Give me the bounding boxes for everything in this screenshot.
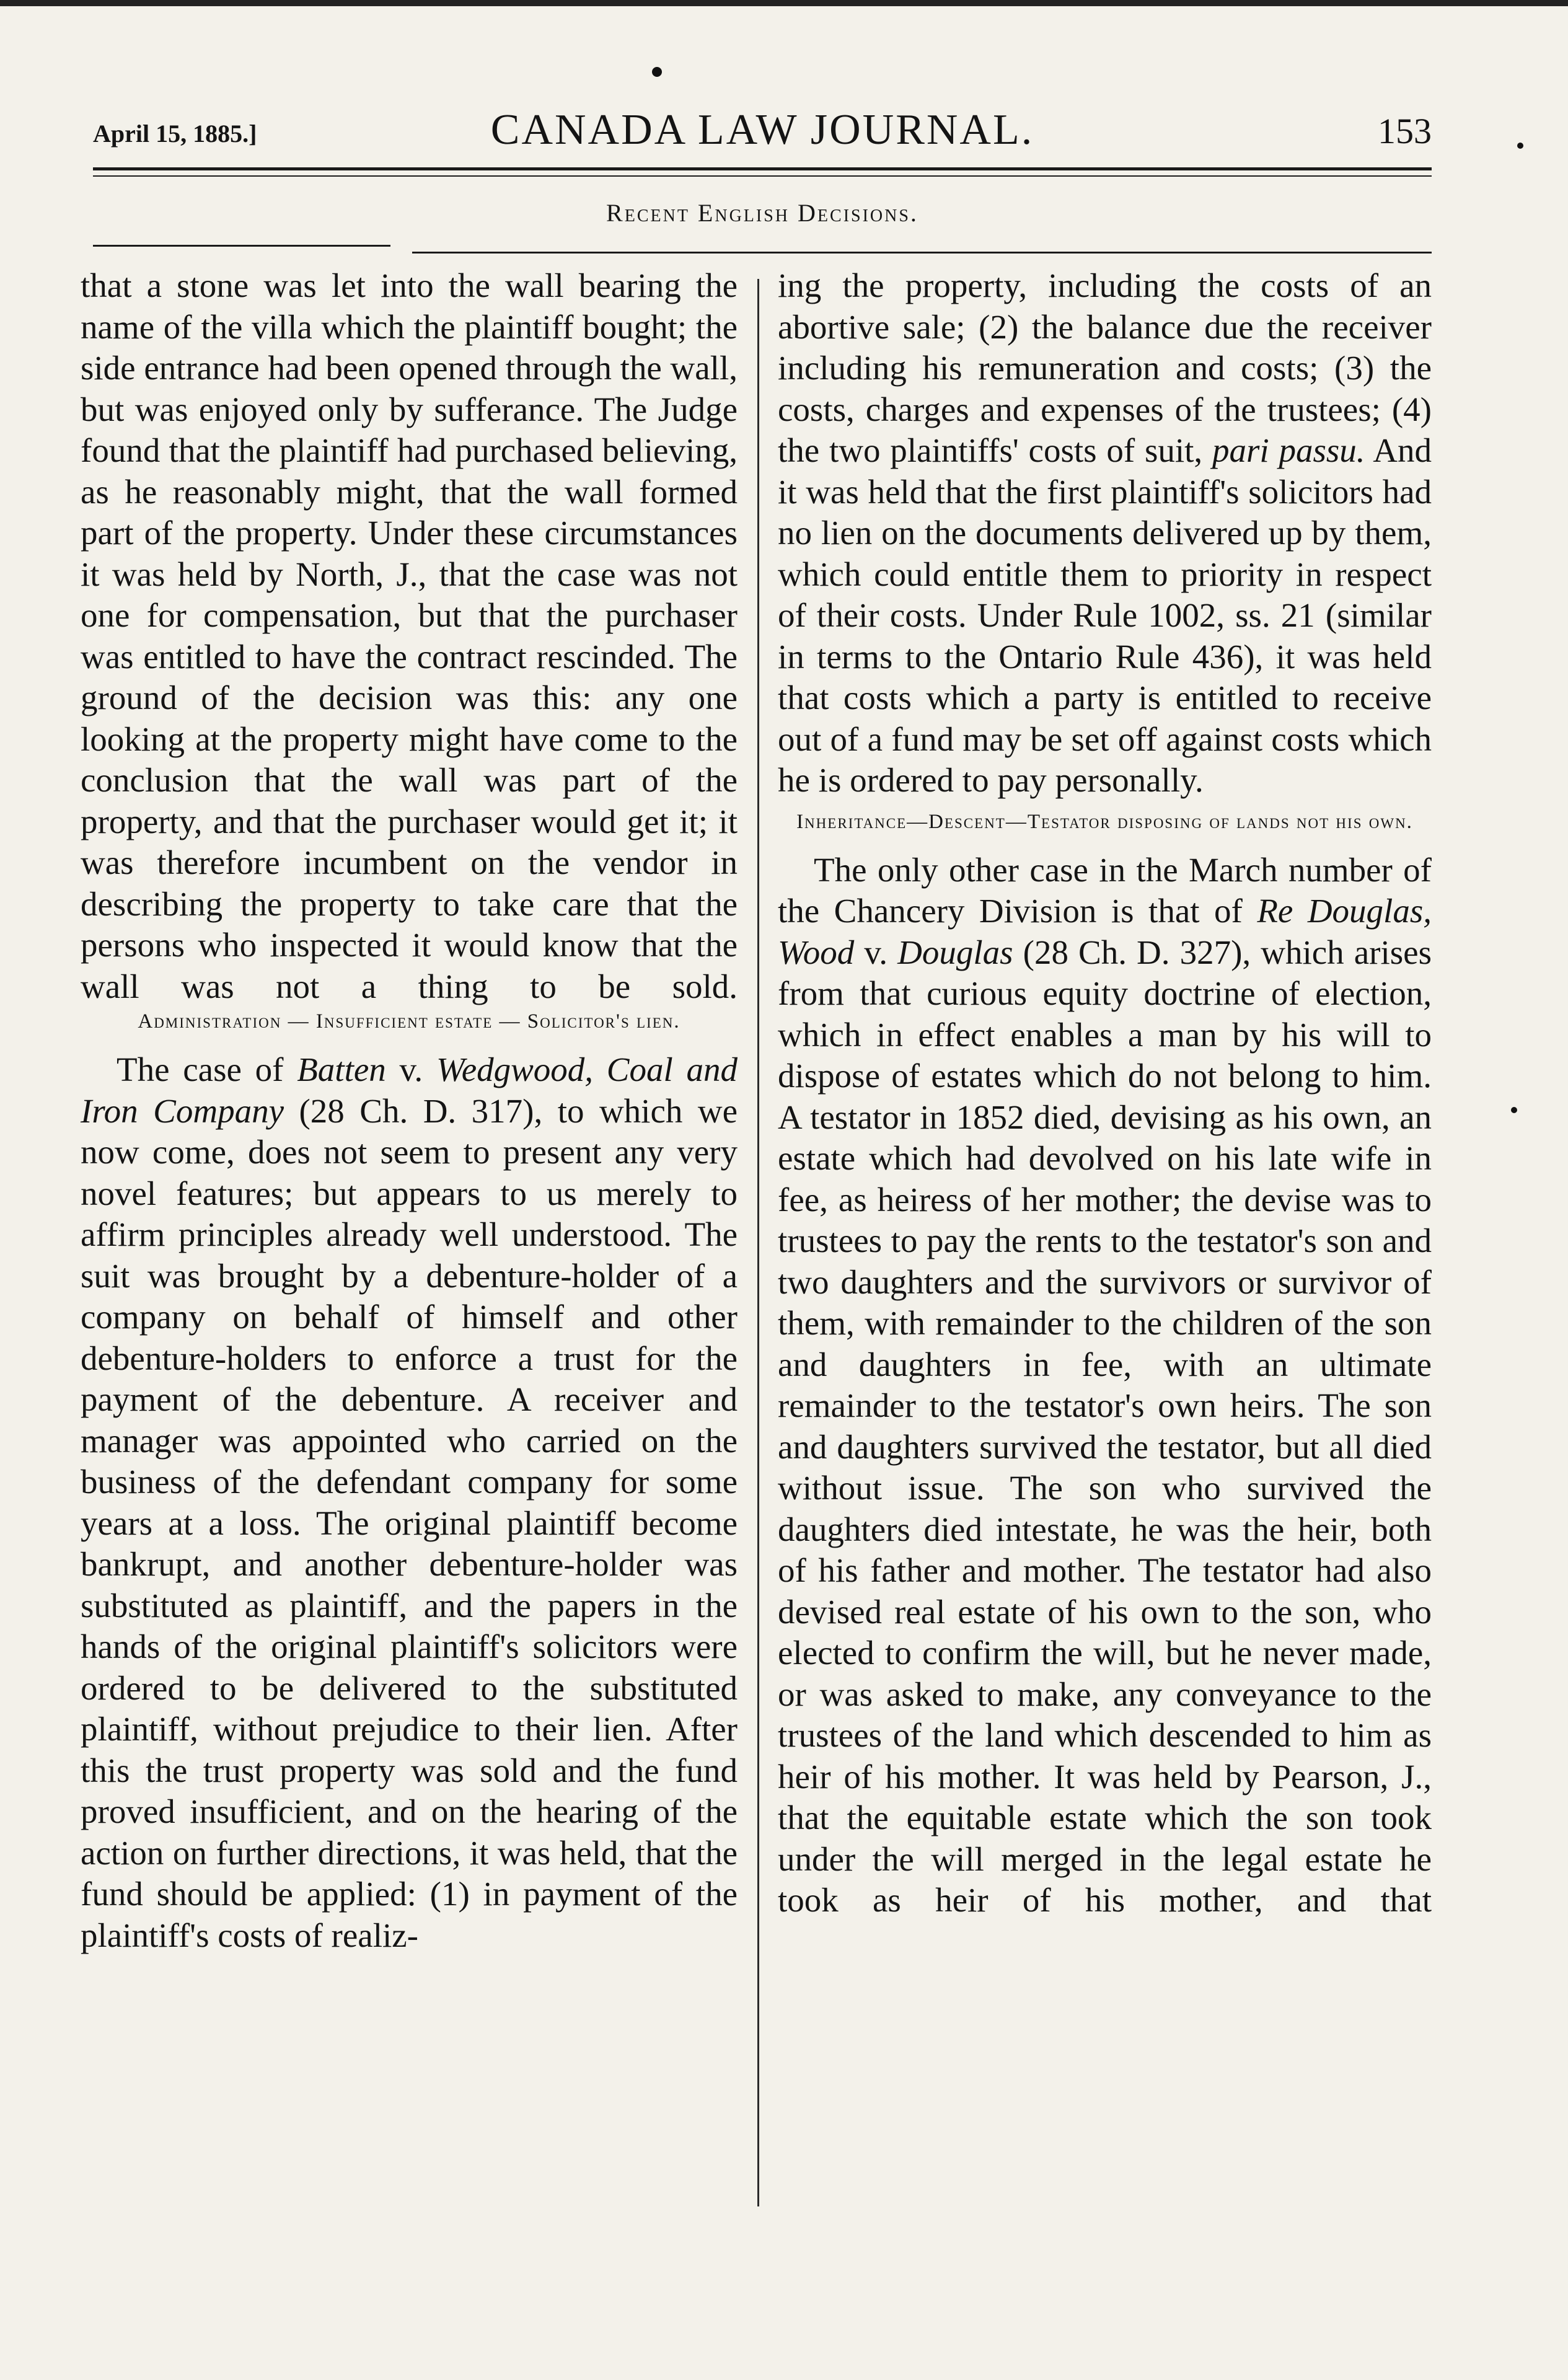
issue-date: April 15, 1885.] [93,120,257,148]
header-rule-thin [93,175,1432,177]
print-speck [1517,143,1523,149]
print-speck [1511,1107,1517,1113]
case-name: Wedgwood, Coal and Iron Company [81,1051,738,1130]
left-column [81,265,738,1956]
header-rule [93,167,1432,170]
case-name: Re Douglas, Wood [778,892,1432,971]
paragraph: that a stone was let into the wall bearing the name of the villa which the plaintiff bought; the side entrance had been opened through the wall, but was enjoyed only by sufferance. The Judge found that the plaintiff had purchased believing, as he reasonably might, that the wall formed part of the property. Under these circumstances it was held by North, J., that the case was not one for compensation, but that the purchaser was entitled to have the contract rescinded. The ground of the decision was this: any one looking at the property might have come to the conclusion that the wall was part of the property, and that the purchaser would get it; it was therefore incumbent on the vendor in describing the property to take care that the persons who inspected it would know that the wall was not a thing to be sold. [81,267,738,1005]
subheading-administration: Administration — Insufficient estate — Solicitor's lien. [138,1010,680,1033]
paragraph: The only other case in the March number of the Chancery Division is that of Re Douglas, Wood v. Douglas (28 Ch. D. 327), which arises from that curious equity doctrine of election, which in effect enables a man by his will to dispose of estates which do not belong to him. A testator in 1852 died, devising as his own, an estate which had devolved on his late wife in fee, as heiress of her mother; the devise was to trustees to pay the rents to the testator's son and two daughters and the survivors or survivor of them, with remainder to the children of the son and daughters in fee, with an ultimate remainder to the testator's own heirs. The son and daughters survived the testator, but all died without issue. The son who survived the daughters died intestate, he was the heir, both of his father and mother. The testator had also devised real estate of his own to the son, who elected to confirm the will, but he never made, or was asked to make, any conveyance to the trustees of the land which descended to him as heir of his mother. It was held by Pearson, J., that the equitable estate which the son took under the will merged in the legal estate he took as heir of his mother, and that [778,850,1432,1919]
section-title: Recent English Decisions. [606,199,918,227]
right-column [778,265,1432,1921]
page-number: 153 [1378,111,1432,151]
journal-title: CANADA LAW JOURNAL. [490,106,1034,154]
section-rule-left [93,245,390,247]
print-speck [652,67,662,77]
top-border [0,0,1568,6]
case-name: Douglas [897,933,1013,971]
subheading-inheritance: Inheritance—Descent—Testator disposing of lands not his own. [796,810,1413,833]
running-header [93,105,1432,161]
latin-phrase: pari passu. [1212,431,1365,469]
section-rule-right [412,252,1432,253]
column-divider [757,279,759,2206]
paragraph: ing the property, including the costs of an abortive sale; (2) the balance due the receiver including his remuneration and costs; (3) the costs, charges and expenses of the trustees; (4) the two plaintiffs' costs of suit, pari passu. And it was held that the first plaintiff's solicitors had no lien on the documents delivered up by them, which could entitle them to priority in respect of their costs. Under Rule 1002, ss. 21 (similar in terms to the Ontario Rule 436), it was held that costs which a party is entitled to receive out of a fund may be set off against costs which he is ordered to pay personally. [778,267,1432,799]
paragraph: The case of Batten v. Wedgwood, Coal and Iron Company (28 Ch. D. 317), to which we now come, does not seem to present any very novel features; but appears to us merely to affirm principles already well understood. The suit was brought by a debenture-holder of a company on behalf of himself and other debenture-holders to enforce a trust for the payment of the debenture. A receiver and manager was appointed who carried on the business of the defendant company for some years at a loss. The original plaintiff become bankrupt, and another debenture-holder was substituted as plaintiff, and the papers in the hands of the original plaintiff's solicitors were ordered to be delivered to the substituted plaintiff, without prejudice to their lien. After this the trust property was sold and the fund proved insufficient, and on the hearing of the action on further directions, it was held, that the fund should be applied: (1) in payment of the plaintiff's costs of realiz- [81,1051,738,1954]
case-name: Batten [297,1051,386,1088]
